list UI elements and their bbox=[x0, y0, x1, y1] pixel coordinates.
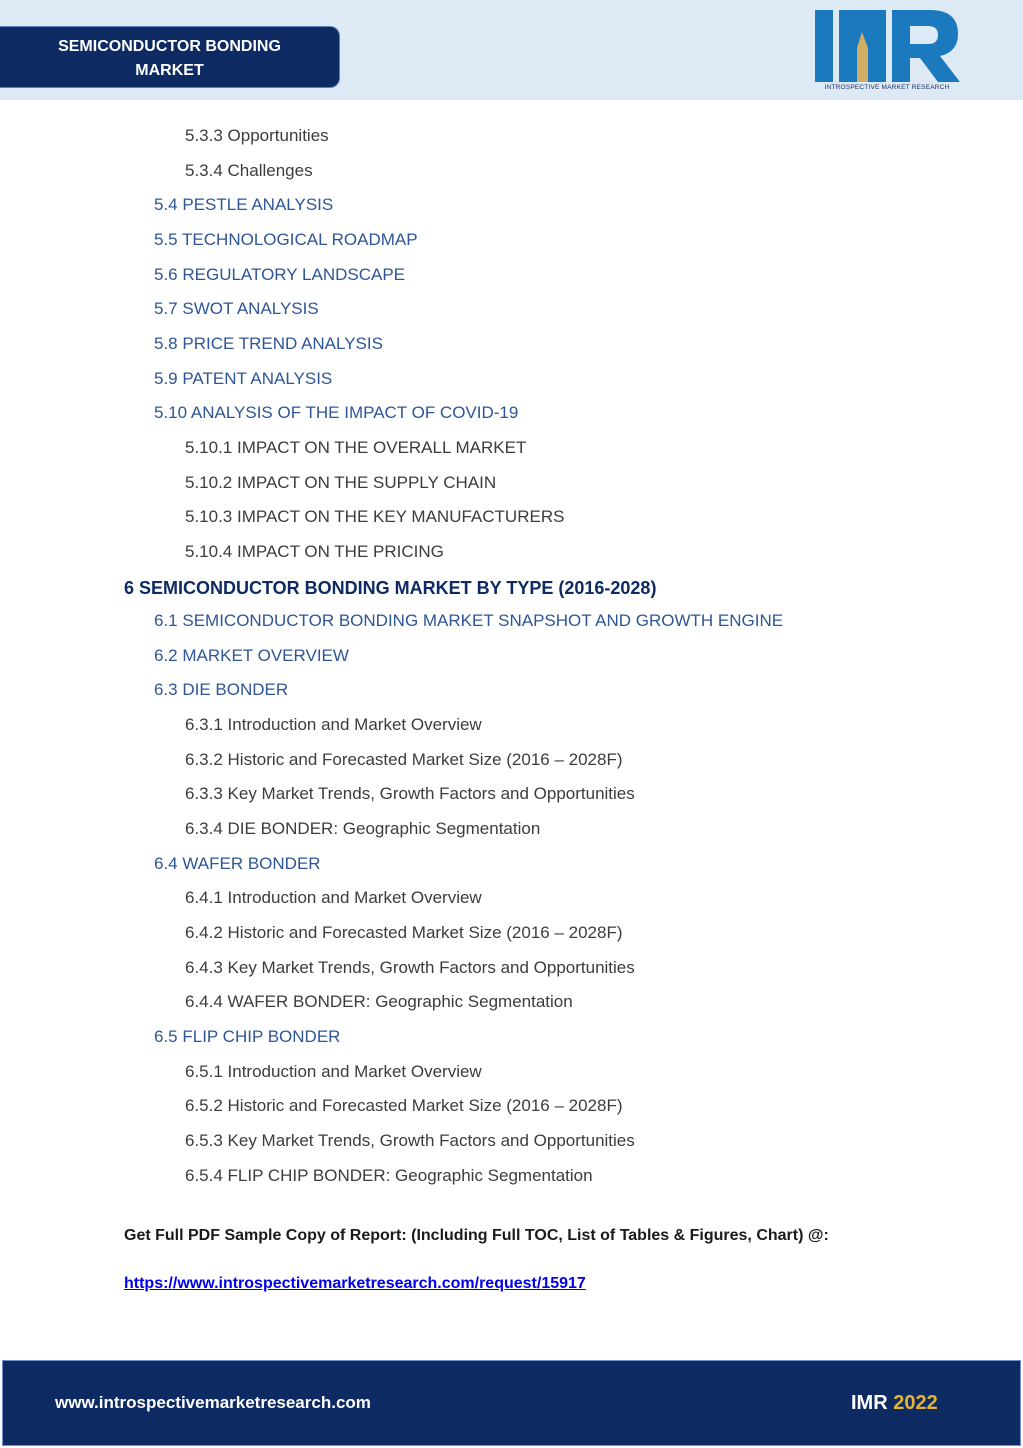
logo-subtitle: INTROSPECTIVE MARKET RESEARCH bbox=[824, 84, 950, 91]
sample-request-link[interactable]: https://www.introspectivemarketresearch.com/request/15917 bbox=[124, 1275, 586, 1292]
toc-entry[interactable]: 5.3.3 Opportunities bbox=[185, 126, 329, 145]
imr-logo bbox=[812, 8, 962, 96]
toc-entry[interactable]: 6.3.4 DIE BONDER: Geographic Segmentation bbox=[185, 819, 541, 838]
toc-entry[interactable]: 6.3.2 Historic and Forecasted Market Size (2016 – 2028F) bbox=[185, 749, 623, 769]
toc-entry[interactable]: 6.4.4 WAFER BONDER: Geographic Segmentation bbox=[185, 992, 573, 1012]
footer-brand-year: 2022 bbox=[893, 1392, 938, 1414]
footer-website[interactable]: www.introspectivemarketresearch.com bbox=[55, 1393, 371, 1412]
toc-entry[interactable]: 6.4 WAFER BONDER bbox=[154, 853, 321, 873]
page-header bbox=[0, 0, 1023, 100]
toc-entry[interactable]: 6.2 MARKET OVERVIEW bbox=[154, 645, 349, 665]
toc-entry[interactable]: 5.10.1 IMPACT ON THE OVERALL MARKET bbox=[185, 437, 527, 457]
toc-entry[interactable]: 5.10.2 IMPACT ON THE SUPPLY CHAIN bbox=[185, 472, 497, 492]
toc-entry[interactable]: 6.4.2 Historic and Forecasted Market Size (2016 – 2028F) bbox=[185, 922, 623, 942]
toc-entry[interactable]: 5.10.4 IMPACT ON THE PRICING bbox=[185, 541, 444, 561]
toc-entry[interactable]: 6.3.3 Key Market Trends, Growth Factors and Opportunities bbox=[185, 784, 635, 804]
imr-logo-mark bbox=[812, 8, 962, 84]
toc-entry[interactable]: 5.10 ANALYSIS OF THE IMPACT OF COVID-19 bbox=[154, 403, 519, 423]
toc-entry[interactable]: 5.7 SWOT ANALYSIS bbox=[154, 299, 319, 319]
page-footer bbox=[2, 1360, 1021, 1446]
toc-entry[interactable]: 6.4.1 Introduction and Market Overview bbox=[185, 888, 482, 908]
toc-entry[interactable]: 6.5.1 Introduction and Market Overview bbox=[185, 1061, 482, 1081]
toc-entry[interactable]: 6.4.3 Key Market Trends, Growth Factors and Opportunities bbox=[185, 957, 635, 977]
report-title-badge bbox=[0, 26, 340, 88]
toc-entry[interactable]: 5.9 PATENT ANALYSIS bbox=[154, 368, 333, 388]
toc-entry[interactable]: 6.1 SEMICONDUCTOR BONDING MARKET SNAPSHOT AND GROWTH ENGINE bbox=[154, 611, 784, 631]
toc-entry[interactable]: 5.3.4 Challenges bbox=[185, 160, 313, 180]
toc-entry[interactable]: 6.5 FLIP CHIP BONDER bbox=[154, 1026, 341, 1046]
report-title-line2: MARKET bbox=[135, 62, 204, 79]
report-title-line1: SEMICONDUCTOR BONDING bbox=[58, 38, 281, 55]
toc-entry[interactable]: 6.5.2 Historic and Forecasted Market Size (2016 – 2028F) bbox=[185, 1096, 623, 1116]
toc-entry[interactable]: 6 SEMICONDUCTOR BONDING MARKET BY TYPE (2016-2028) bbox=[124, 577, 657, 598]
sample-request-text: Get Full PDF Sample Copy of Report: (Including Full TOC, List of Tables & Figures, Chart) @: bbox=[124, 1227, 829, 1244]
toc-entry[interactable]: 5.4 PESTLE ANALYSIS bbox=[154, 195, 334, 215]
toc-entry[interactable]: 5.10.3 IMPACT ON THE KEY MANUFACTURERS bbox=[185, 507, 565, 527]
toc-entry[interactable]: 6.5.3 Key Market Trends, Growth Factors and Opportunities bbox=[185, 1130, 635, 1150]
footer-brand-name: IMR bbox=[851, 1392, 888, 1414]
toc-entry[interactable]: 6.3.1 Introduction and Market Overview bbox=[185, 715, 482, 734]
toc-entry[interactable]: 5.6 REGULATORY LANDSCAPE bbox=[154, 264, 406, 284]
toc-entry[interactable]: 6.5.4 FLIP CHIP BONDER: Geographic Segmentation bbox=[185, 1165, 593, 1185]
toc-entry[interactable]: 6.3 DIE BONDER bbox=[154, 680, 289, 700]
toc-entry[interactable]: 5.8 PRICE TREND ANALYSIS bbox=[154, 333, 383, 353]
footer-brand bbox=[851, 1392, 938, 1415]
toc-entry[interactable]: 5.5 TECHNOLOGICAL ROADMAP bbox=[154, 229, 418, 249]
